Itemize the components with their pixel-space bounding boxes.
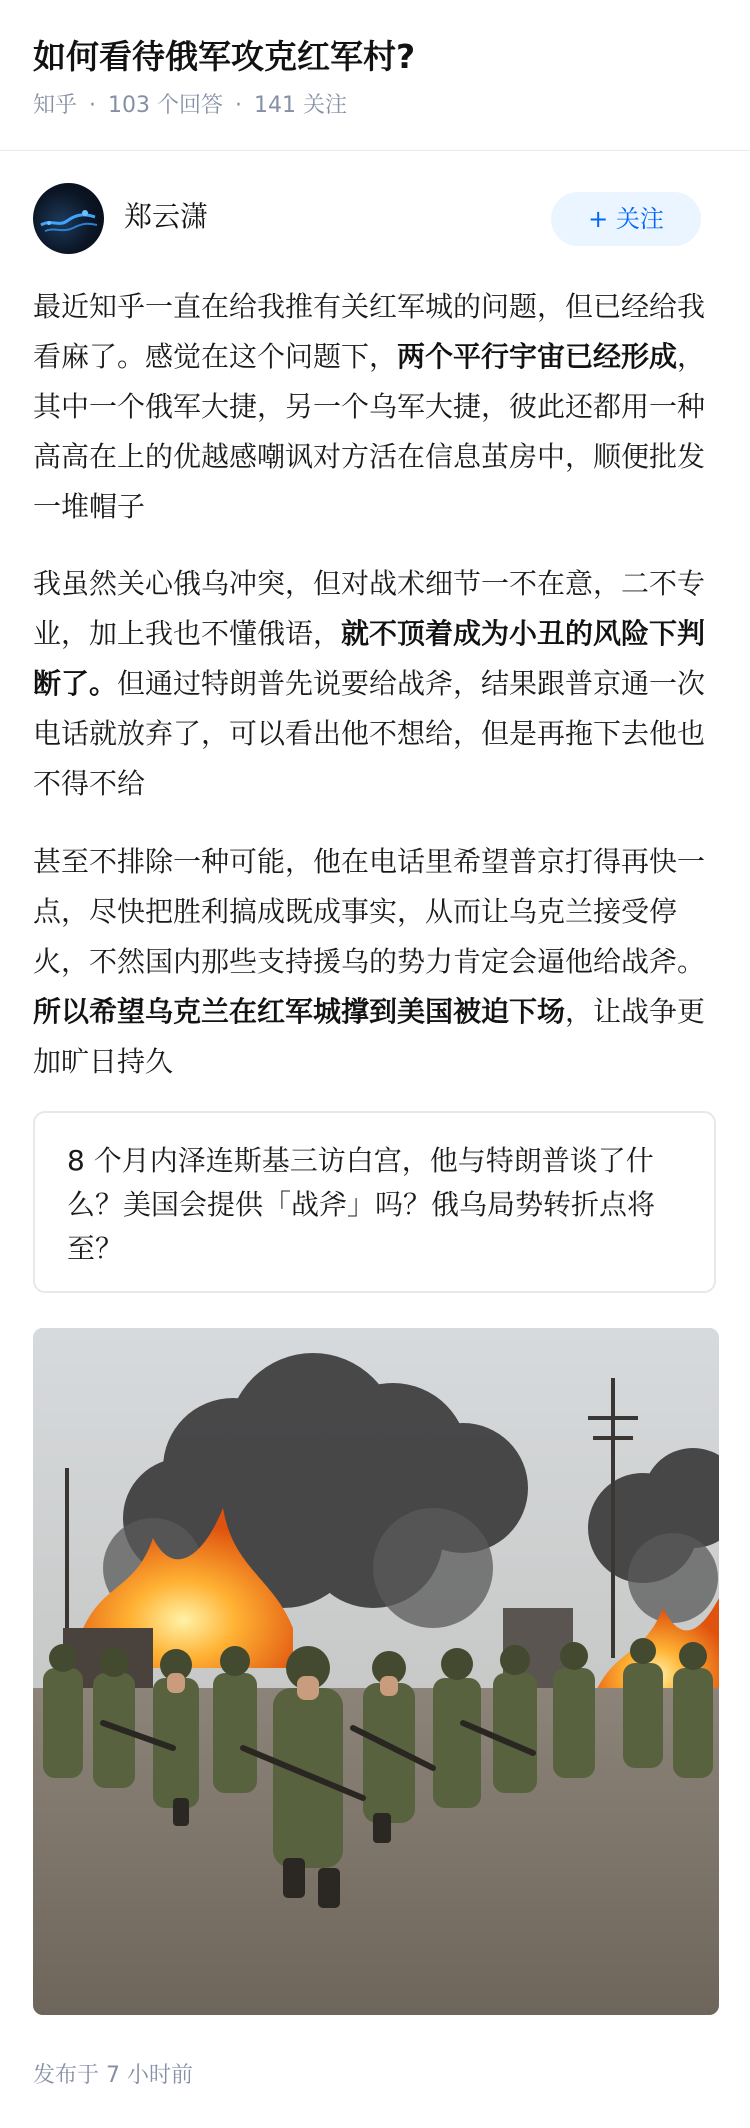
paragraph-text: 最近知乎一直在给我推有关红军城的问题，但已经给我看麻了。感觉在这个问题下， <box>33 290 706 373</box>
paragraph-text: 甚至不排除一种可能，他在电话里希望普京打得再快一点，尽快把胜利搞成既成事实，从而让乌克兰接受停火，不然国内那些支持援乌的势力肯定会逼他给战斧。 <box>33 845 706 978</box>
paragraph-bold-text: 就不顶着成为小丑的风险下判断了。 <box>33 617 706 700</box>
linked-article-title: 8 个月内泽连斯基三访白宫，他与特朗普谈了什么？美国会提供「战斧」吗？俄乌局势转折点将至？ <box>67 1144 656 1265</box>
paragraph-text: 我虽然关心俄乌冲突，但对战术细节一不在意，二不专业，加上我也不懂俄语， <box>33 567 706 650</box>
answers-count: 103 <box>108 93 151 118</box>
author-name[interactable]: 郑云潇 <box>124 200 209 233</box>
answer-image[interactable] <box>33 1328 719 2015</box>
avatar-image <box>33 183 104 254</box>
question-meta <box>33 90 347 122</box>
follow-button[interactable]: + 关注 <box>551 192 701 246</box>
follows-label[interactable]: 关注 <box>303 93 348 118</box>
soldiers-battlefield-illustration <box>33 1328 719 2015</box>
question-title[interactable]: 如何看待俄军攻克红军村? <box>33 37 416 76</box>
linked-article-card[interactable] <box>33 1111 716 1293</box>
header-divider <box>0 150 750 151</box>
published-label: 发布于 <box>33 2063 100 2088</box>
paragraph-text: ，其中一个俄军大捷，另一个乌军大捷，彼此还都用一种高高在上的优越感嘲讽对方活在信息茧房中，顺便批发一堆帽子 <box>33 340 706 523</box>
publish-time <box>33 2060 193 2092</box>
paragraph-text: ，让战争更加旷日持久 <box>33 995 706 1078</box>
meta-separator: · <box>235 93 243 118</box>
paragraph-bold-text: 所以希望乌克兰在红军城撑到美国被迫下场 <box>33 995 566 1028</box>
follows-count: 141 <box>254 93 297 118</box>
source-label[interactable]: 知乎 <box>33 93 78 118</box>
answer-paragraph <box>33 837 723 1087</box>
avatar[interactable] <box>33 183 104 254</box>
paragraph-bold-text: 两个平行宇宙已经形成 <box>397 340 678 373</box>
answer-paragraph <box>33 559 723 809</box>
paragraph-text: 但通过特朗普先说要给战斧，结果跟普京通一次电话就放弃了，可以看出他不想给，但是再拖下去他也不得不给 <box>33 667 706 800</box>
answers-label[interactable]: 个回答 <box>157 93 224 118</box>
meta-separator: · <box>89 93 97 118</box>
answer-paragraph <box>33 282 723 532</box>
published-time-value: 7 小时前 <box>106 2063 194 2088</box>
